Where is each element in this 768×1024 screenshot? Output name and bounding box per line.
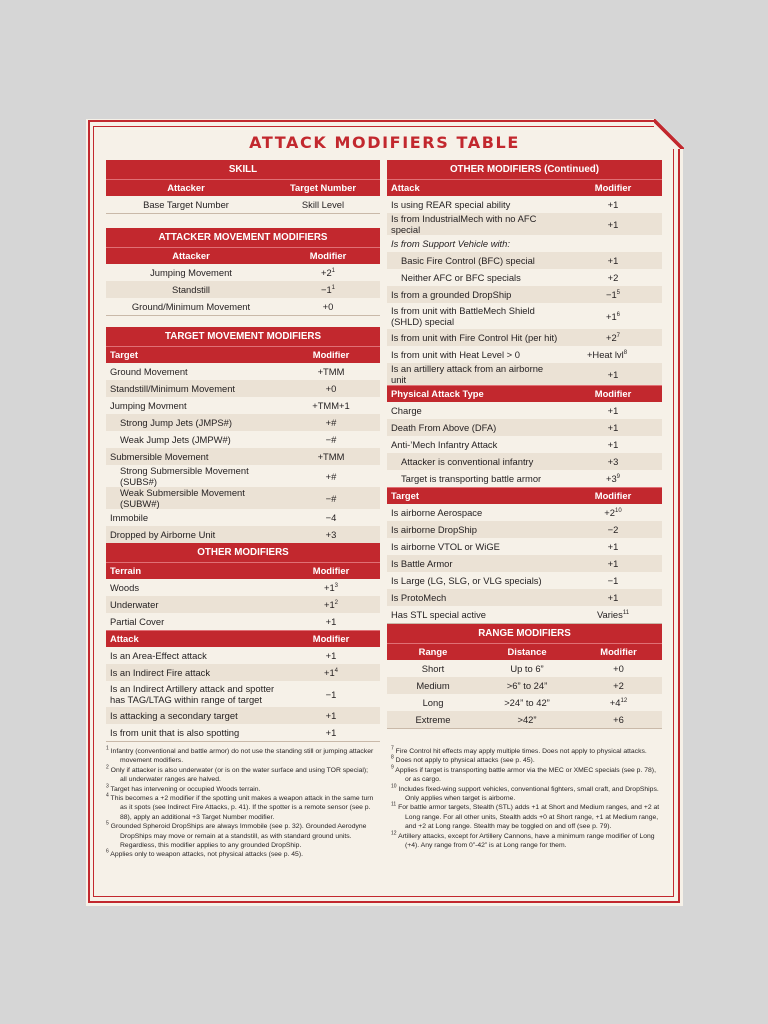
row-modifier: +TMM+1 (312, 400, 350, 411)
table-row (106, 707, 380, 724)
footnote: $^4$ This becomes a +2 modifier if the spotting unit makes a weapon attack in the same turn as it spots (see Indirect Fire Attacks, p. 41). If the spotter is a remote sensor (see p. 88), apply an additional +3 Target Number modifier. (106, 792, 374, 821)
footnotes-left (106, 747, 376, 860)
physical-attack-column-headers (387, 385, 662, 402)
row-label: Is an Area-Effect attack (110, 650, 207, 661)
table-row (106, 397, 380, 414)
row-label: Anti-’Mech Infantry Attack (391, 439, 498, 450)
table-row (387, 196, 662, 213)
row-label: Is an Indirect Artillery attack and spotter has TAG/LTAG within range of target (110, 683, 275, 705)
table-row (387, 402, 662, 419)
table-row (106, 298, 380, 316)
row-modifier: −# (325, 434, 337, 445)
attacker-movement-table (106, 228, 380, 316)
row-modifier: $+2^1$ (320, 267, 336, 278)
header-modifier: Modifier (600, 646, 637, 657)
table-row (387, 555, 662, 572)
row-label: Strong Submersible Movement (SUBS#) (120, 465, 249, 487)
table-row (106, 281, 380, 298)
table-row (387, 572, 662, 589)
row-label: Attacker is conventional infantry (401, 456, 534, 467)
attack-column-headers (387, 179, 662, 196)
row-label: Is Large (LG, SLG, or VLG specials) (391, 575, 542, 586)
row-label: Is ProtoMech (391, 592, 447, 603)
header-modifier: Modifier (312, 565, 350, 576)
row-label: Ground/Minimum Movement (131, 301, 251, 312)
range-distance: >42” (517, 714, 537, 725)
table-row (387, 436, 662, 453)
table-row (387, 252, 662, 269)
header-modifier: Modifier (594, 490, 632, 501)
skill-header-target-number: Target Number (290, 182, 356, 193)
range-name: Medium (416, 680, 450, 691)
table-row (106, 724, 380, 742)
row-label: Jumping Movement (150, 267, 232, 278)
table-row (387, 521, 662, 538)
target-column-headers (387, 487, 662, 504)
row-label: Underwater (110, 599, 159, 610)
skill-table (106, 160, 380, 214)
target-movement-column-headers (106, 346, 380, 363)
table-row (106, 196, 380, 214)
skill-row-value: Skill Level (301, 199, 345, 210)
range-name: Long (422, 697, 444, 708)
table-row (387, 453, 662, 470)
table-row (106, 664, 380, 681)
header-modifier: Modifier (312, 349, 350, 360)
table-row (387, 606, 662, 624)
table-row (106, 613, 380, 630)
table-row (387, 286, 662, 303)
skill-header-attacker: Attacker (167, 182, 205, 193)
range-name: Short (421, 663, 445, 674)
table-row (106, 380, 380, 397)
table-row (387, 303, 662, 329)
row-modifier: $+1^6$ (605, 310, 621, 322)
row-modifier: +# (325, 417, 337, 428)
row-label: Is airborne Aerospace (391, 507, 483, 518)
table-row (106, 487, 380, 509)
range-distance: >6” to 24” (506, 680, 548, 691)
row-label: Is an Indirect Fire attack (110, 667, 211, 678)
row-modifier: +1 (607, 405, 619, 416)
table-row (387, 538, 662, 555)
range-modifier: +6 (613, 714, 624, 725)
other-continued-section-header: OTHER MODIFIERS (Continued) (387, 160, 662, 179)
row-modifier: −# (325, 492, 337, 504)
row-label: Is airborne DropShip (391, 524, 477, 535)
table-row (387, 677, 662, 694)
table-row (387, 711, 662, 729)
header-physical-attack-type: Physical Attack Type (391, 388, 484, 399)
header-distance: Distance (507, 646, 547, 657)
row-label: Standstill/Minimum Movement (110, 383, 236, 394)
row-label: Strong Jump Jets (JMPS#) (120, 417, 233, 428)
row-modifier: +1 (325, 650, 337, 661)
table-title: ATTACK MODIFIERS TABLE (249, 133, 520, 152)
table-row (106, 596, 380, 613)
header-terrain: Terrain (110, 565, 142, 576)
range-modifiers-table (387, 624, 662, 729)
range-column-headers (387, 643, 662, 660)
skill-section-header: SKILL (106, 160, 380, 179)
row-label: Is from unit with BattleMech Shield (SHLD) special (391, 305, 535, 327)
range-modifier: +2 (613, 680, 624, 691)
skill-column-headers (106, 179, 380, 196)
range-modifier: +0 (613, 663, 624, 674)
table-row (106, 579, 380, 596)
header-modifier: Modifier (594, 182, 632, 193)
row-label: Death From Above (DFA) (391, 422, 497, 433)
row-modifier: +# (325, 470, 337, 482)
target-movement-table (106, 327, 380, 544)
table-row (106, 465, 380, 487)
header-range: Range (418, 646, 448, 657)
table-row (387, 329, 662, 346)
table-row (106, 448, 380, 465)
table-row (387, 363, 662, 385)
other-modifiers-table (106, 543, 380, 742)
row-modifier: $-1^5$ (605, 289, 621, 300)
header-modifier: Modifier (594, 388, 632, 399)
footnotes-right (391, 747, 662, 850)
footnote: $^{10}$ Includes fixed-wing support vehicles, conventional fighters, small craft, and DropShips. Only applies when target is airborne. (391, 783, 659, 803)
row-modifier: −1 (325, 688, 337, 700)
row-label: Immobile (110, 512, 149, 523)
skill-row-label: Base Target Number (143, 199, 229, 210)
row-modifier: $+2^7$ (605, 332, 621, 343)
range-modifier: $+4^{12}$ (609, 697, 628, 708)
row-modifier: +1 (607, 199, 619, 210)
footnote: $^9$ Applies if target is transporting battle armor via the MEC or XMEC specials (see p. 78), or as cargo. (391, 764, 656, 784)
table-row (106, 647, 380, 664)
table-row (387, 660, 662, 677)
row-label: Is from a grounded DropShip (391, 289, 512, 300)
other-modifiers-section-header: OTHER MODIFIERS (106, 543, 380, 562)
table-row (387, 589, 662, 606)
footnote: $^{12}$ Artillery attacks, except for Artillery Cannons, have a minimum range modifier of Long (+4). Any range from 0”-42” is at Long range for them. (391, 830, 655, 850)
attack-column-headers (106, 630, 380, 647)
row-label: Weak Jump Jets (JMPW#) (120, 434, 231, 445)
row-modifier: +2 (607, 272, 619, 283)
table-row (106, 431, 380, 448)
row-modifier: +1 (325, 616, 337, 627)
row-modifier: +1 (607, 558, 619, 569)
row-label: Is attacking a secondary target (110, 710, 238, 721)
row-label: Is from IndustrialMech with no AFC special (391, 213, 537, 235)
row-label: Is using REAR special ability (391, 199, 511, 210)
row-modifier: +0 (325, 383, 337, 394)
row-label: Is an artillery attack from an airborne unit (391, 363, 544, 385)
row-modifier: +TMM (317, 451, 345, 462)
header-modifier: Modifier (309, 250, 347, 261)
attacker-movement-column-headers (106, 247, 380, 264)
row-label: Neither AFC or BFC specials (401, 272, 521, 283)
footnote: $^3$ Target has intervening or occupied Woods terrain. (106, 783, 261, 793)
row-label: Standstill (171, 284, 211, 295)
row-modifier: −4 (325, 512, 337, 523)
row-modifier: $+2^{10}$ (604, 507, 622, 518)
header-attack: Attack (110, 633, 139, 644)
attacker-movement-section-header: ATTACKER MOVEMENT MODIFIERS (106, 228, 380, 247)
row-modifier: Varies$^{11}$ (596, 609, 630, 620)
table-row (106, 526, 380, 544)
row-label: Is from unit with Fire Control Hit (per hit) (391, 332, 558, 343)
header-attack: Attack (391, 182, 420, 193)
table-row (387, 346, 662, 363)
footnote: $^8$ Does not apply to physical attacks (see p. 45). (391, 755, 535, 765)
row-modifier: −2 (607, 524, 619, 535)
row-label: Woods (110, 582, 140, 593)
footnote: $^6$ Applies only to weapon attacks, not physical attacks (see p. 45). (106, 849, 303, 859)
footnote: $^{11}$ For battle armor targets, Stealth (STL) adds +1 at Short and Medium ranges, and +2 at Long range. For all other units, Stealth adds +0 at Short range, +1 at Medium range, and +2 at Long range. Stealth may be toggled on and off (see p. 79). (391, 802, 660, 831)
row-modifier: $+1^4$ (323, 667, 339, 678)
table-row (106, 363, 380, 380)
table-row (106, 681, 380, 707)
row-modifier: $+3^9$ (605, 473, 621, 484)
table-row (387, 470, 662, 487)
row-modifier: +1 (607, 422, 619, 433)
row-modifier: +1 (607, 439, 619, 450)
footnote: $^7$ Fire Control hit effects may apply multiple times. Does not apply to physical attacks. (391, 745, 647, 755)
row-modifier: $+1^3$ (323, 582, 339, 593)
footnote: $^5$ Grounded Spheroid DropShips are always Immobile (see p. 32). Grounded Aerodyne DropShips may move or remain at a standstill, as with standard ground units. Regardless, this modifier applies to any grounded DropShip. (106, 820, 367, 850)
row-modifier: −1 (607, 575, 619, 586)
row-modifier: +1 (607, 218, 619, 230)
header-target: Target (391, 490, 419, 501)
table-row (387, 419, 662, 436)
table-row (387, 235, 662, 252)
row-modifier: +3 (607, 456, 619, 467)
row-label: Has STL special active (391, 609, 487, 620)
header-attacker: Attacker (172, 250, 210, 261)
table-row (106, 509, 380, 526)
row-modifier: +1 (607, 368, 619, 380)
row-modifier: +Heat lvl$^8$ (586, 349, 628, 360)
table-row (387, 694, 662, 711)
row-modifier: +1 (607, 255, 619, 266)
row-modifier: +1 (607, 592, 619, 603)
row-label: Charge (391, 405, 422, 416)
other-modifiers-continued-table (387, 160, 662, 624)
row-label: Basic Fire Control (BFC) special (401, 255, 535, 266)
range-distance: Up to 6” (510, 663, 544, 674)
row-label: Is from unit that is also spotting (110, 727, 240, 738)
table-row (387, 269, 662, 286)
range-distance: >24” to 42” (504, 697, 550, 708)
range-name: Extreme (415, 714, 451, 725)
target-movement-section-header: TARGET MOVEMENT MODIFIERS (106, 327, 380, 346)
row-modifier: $-1^1$ (320, 284, 336, 295)
table-row (387, 213, 662, 235)
footnote: $^1$ Infantry (conventional and battle armor) do not use the standing still or jumping attacker movement modifiers. (106, 745, 374, 765)
row-modifier: +1 (607, 541, 619, 552)
row-label: Partial Cover (110, 616, 165, 627)
terrain-column-headers (106, 562, 380, 579)
table-row (106, 414, 380, 431)
row-label: Is Battle Armor (391, 558, 453, 569)
row-label: Dropped by Airborne Unit (110, 529, 216, 540)
footnote: $^2$ Only if attacker is also underwater (or is on the water surface and using TOR special); all underwater ranges are halved. (106, 764, 369, 784)
row-label: Target is transporting battle armor (401, 473, 542, 484)
row-modifier: +1 (325, 710, 337, 721)
range-section-header: RANGE MODIFIERS (387, 624, 662, 643)
header-target: Target (110, 349, 138, 360)
row-modifier: +3 (325, 529, 337, 540)
table-row (106, 264, 380, 281)
row-modifier: +1 (325, 727, 337, 738)
row-label: Is from unit with Heat Level > 0 (391, 349, 520, 360)
row-label: Is from Support Vehicle with: (391, 238, 510, 249)
row-label: Is airborne VTOL or WiGE (391, 541, 500, 552)
row-label: Jumping Movment (110, 400, 187, 411)
row-modifier: +TMM (317, 366, 345, 377)
row-modifier: $+1^2$ (323, 599, 339, 610)
table-row (387, 504, 662, 521)
row-label: Ground Movement (110, 366, 188, 377)
row-modifier: +0 (322, 301, 334, 312)
row-label: Weak Submersible Movement (SUBW#) (120, 487, 245, 509)
row-label: Submersible Movement (110, 451, 209, 462)
header-modifier: Modifier (312, 633, 350, 644)
